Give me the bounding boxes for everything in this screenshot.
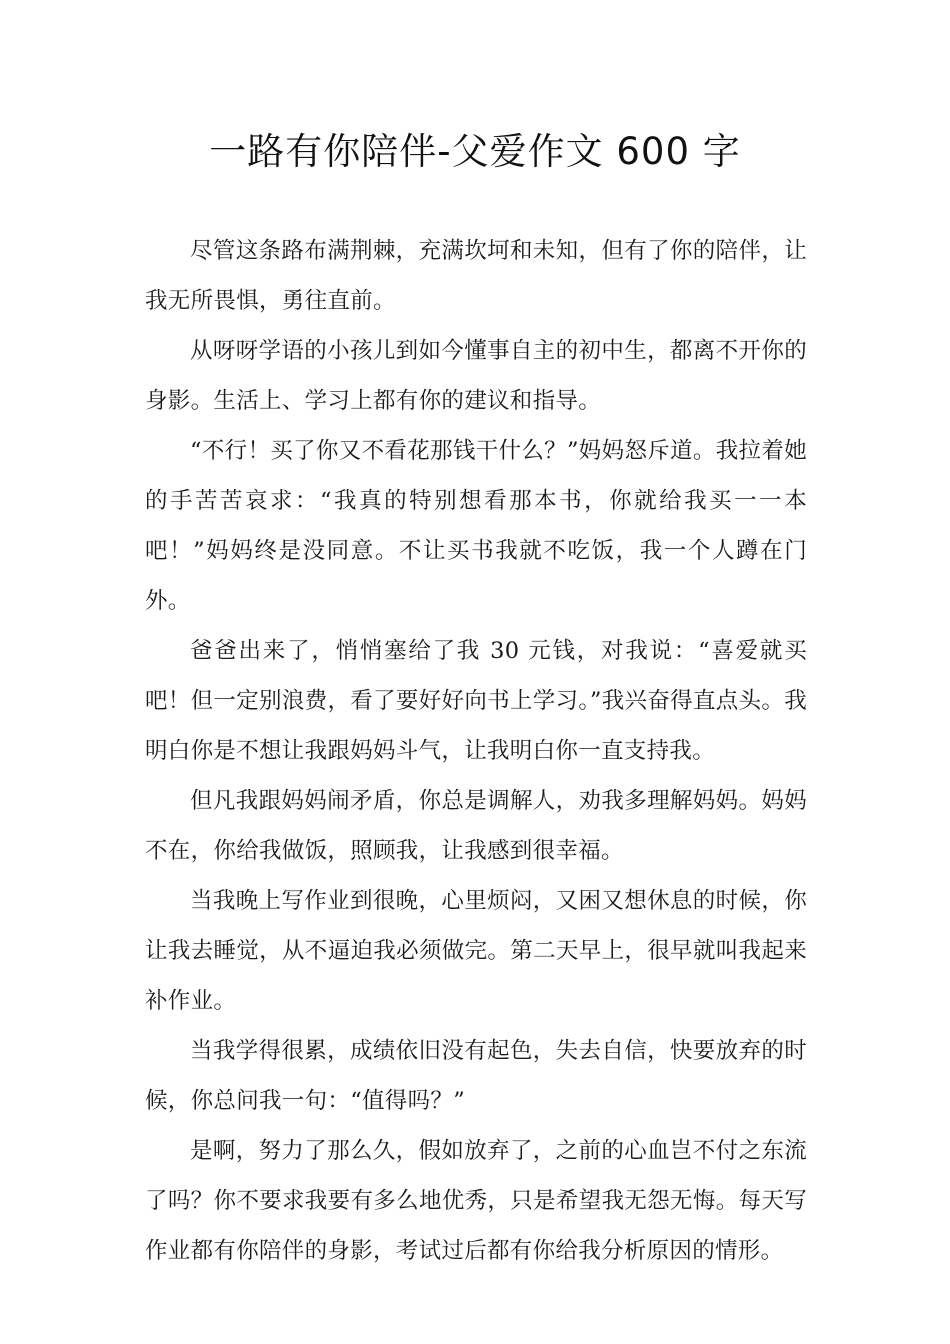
paragraph-7: 当我学得很累，成绩依旧没有起色，失去自信，快要放弃的时候，你总问我一句：“值得吗？” [145,1038,807,1114]
paragraph-6: 当我晚上写作业到很晚，心里烦闷，又困又想休息的时候，你让我去睡觉，从不逼迫我必须做完。第二天早上，很早就叫我起来补作业。 [145,888,807,1014]
paragraph-8: 是啊，努力了那么久，假如放弃了，之前的心血岂不付之东流了吗？你不要求我要有多么地优秀，只是希望我无怨无悔。每天写作业都有你陪伴的身影，考试过后都有你给我分析原因的情形。 [145,1138,807,1264]
paragraph-3: “不行！买了你又不看花那钱干什么？”妈妈怒斥道。我拉着她的手苦苦哀求：“我真的特别想看那本书，你就给我买一一本吧！”妈妈终是没同意。不让买书我就不吃饭，我一个人蹲在门外。 [145,438,807,614]
paragraph-4: 爸爸出来了，悄悄塞给了我 30 元钱，对我说：“喜爱就买吧！但一定别浪费，看了要好好向书上学习。”我兴奋得直点头。我明白你是不想让我跟妈妈斗气，让我明白你一直支持我。 [145,638,807,764]
document-body [145,226,807,1276]
paragraph-1: 尽管这条路布满荆棘，充满坎坷和未知，但有了你的陪伴，让我无所畏惧，勇往直前。 [145,238,807,314]
paragraph-5: 但凡我跟妈妈闹矛盾，你总是调解人，劝我多理解妈妈。妈妈不在，你给我做饭，照顾我，让我感到很幸福。 [145,788,807,864]
paragraph-2: 从呀呀学语的小孩儿到如今懂事自主的初中生，都离不开你的身影。生活上、学习上都有你的建议和指导。 [145,338,807,414]
document-title: 一路有你陪伴-父爱作文 600 字 [209,130,741,173]
